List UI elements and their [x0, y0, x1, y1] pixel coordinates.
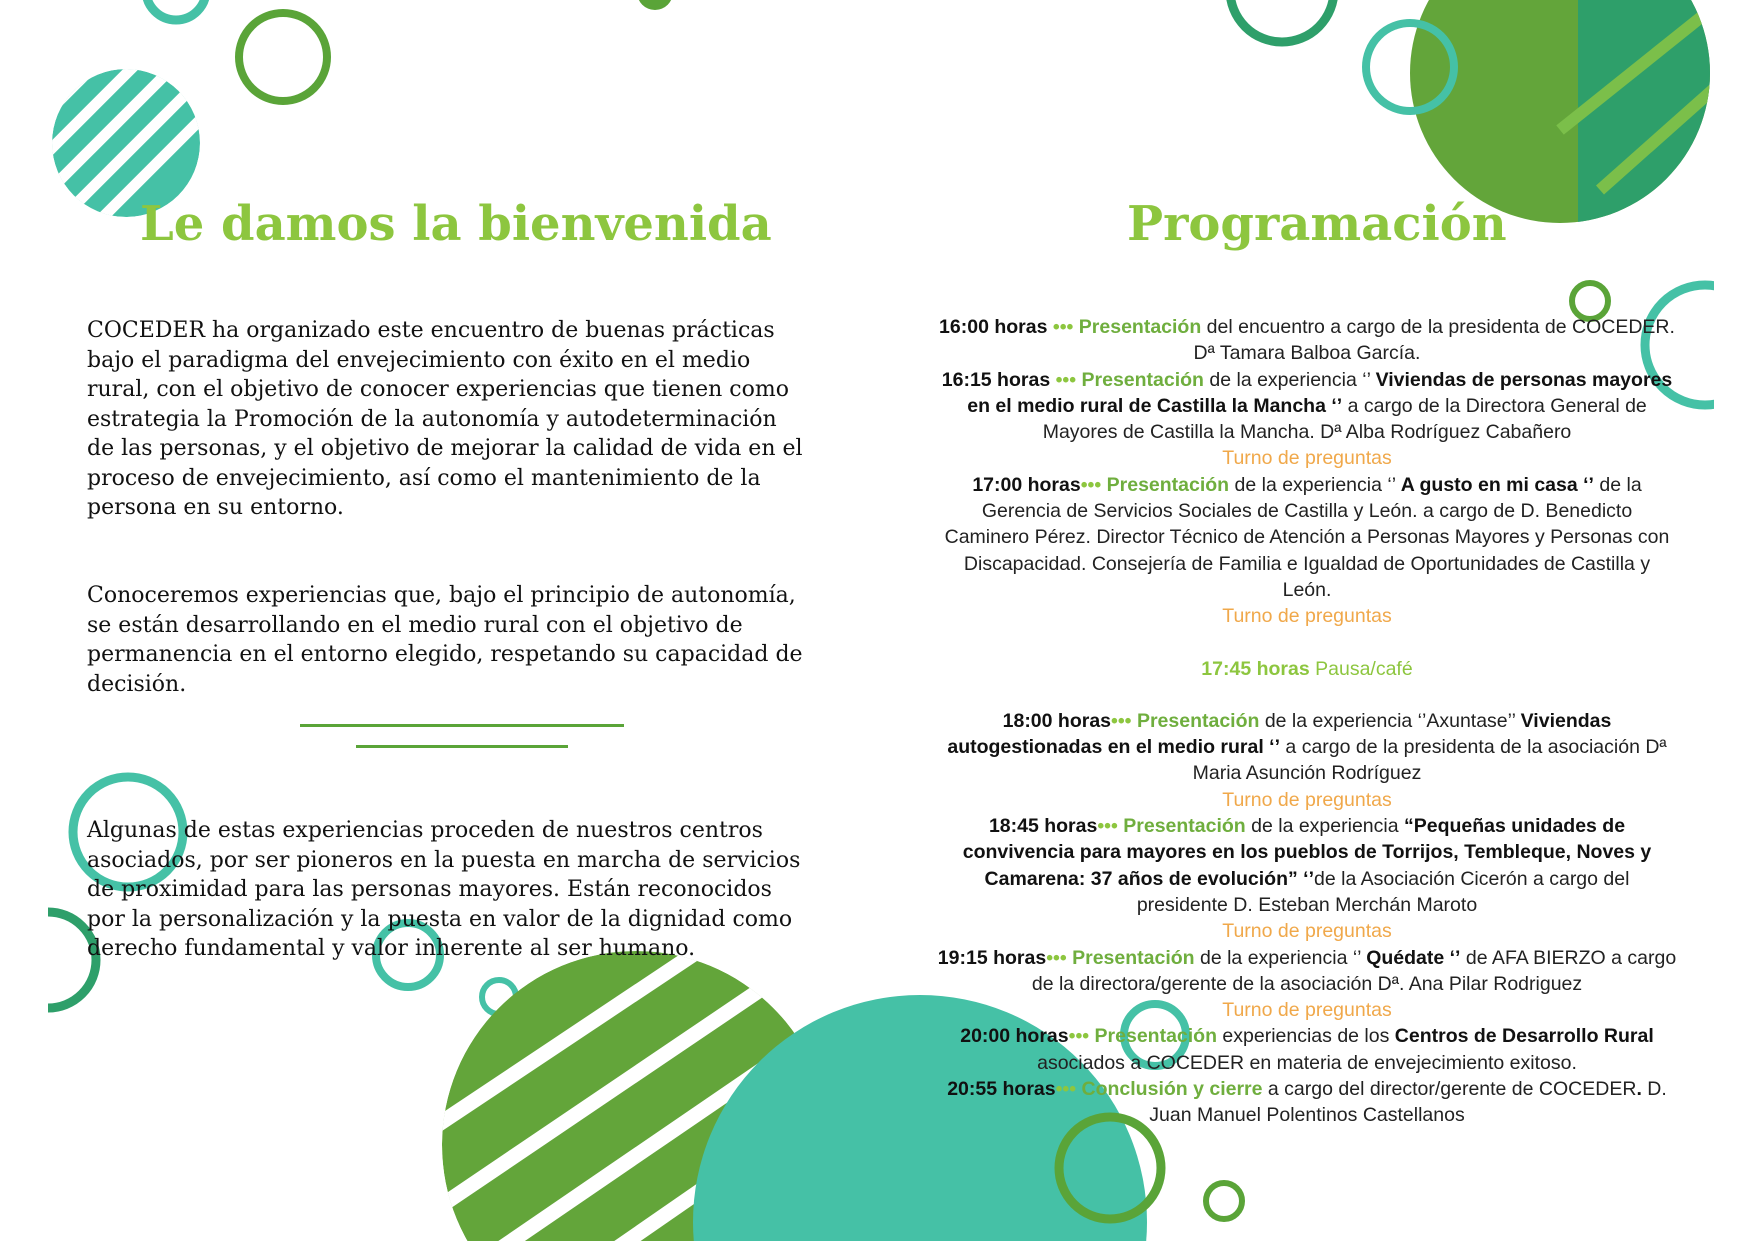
question-turn: Turno de preguntas — [1222, 447, 1392, 470]
striped-circle-top-left — [0, 0, 280, 220]
question-turn: Turno de preguntas — [1222, 920, 1392, 943]
ring-bottom-small-green — [1206, 1183, 1242, 1219]
schedule-item: 17:00 horas••• Presentación de la experiencia ‘’ A gusto en mi casa ‘’ de la Gerencia de Servicios Sociales de Castilla y León. a cargo de D. Benedicto Caminero Pérez. Director Técnico de Atención a Personas Mayores y Personas con Discapacidad. Consejería de Familia e Igualdad de Oportunidades de Castilla y León. — [944, 473, 1670, 601]
divider-line-short — [356, 745, 568, 748]
program-schedule — [937, 314, 1677, 1129]
question-turn: Turno de preguntas — [1222, 788, 1392, 811]
ring-top-right-green — [1230, 0, 1334, 42]
welcome-paragraph-3: Algunas de estas experiencias proceden de nuestros centros asociados, por ser pioneros en la puesta en marcha de servicios de proximidad para las personas mayores. Están reconocidos por la personalización y la puesta en valor de la dignidad como derecho fundamental y valor inherente al ser humano. — [87, 818, 801, 961]
divider-line-long — [300, 724, 624, 727]
welcome-paragraph-2: Conoceremos experiencias que, bajo el principio de autonomía, se están desarrollando en el medio rural con el objetivo de permanencia en el entorno elegido, respetando su capacidad de decisión. — [87, 583, 803, 697]
schedule-item: 18:45 horas••• Presentación de la experiencia “Pequeñas unidades de convivencia para mayores en los pueblos de Torrijos, Tembleque, Noves y Camarena: 37 años de evolución” ‘’de la Asociación Cicerón a cargo del presidente D. Esteban Merchán Maroto — [962, 815, 1652, 916]
welcome-title: Le damos la bienvenida — [140, 196, 772, 252]
ring-top-green — [239, 13, 327, 101]
dot-top-green — [637, 0, 673, 10]
schedule-item: 18:00 horas••• Presentación de la experiencia ‘’Axuntase’’ Viviendas autogestionadas en el medio rural ‘’ a cargo de la presidenta de la asociación Dª Maria Asunción Rodríguez — [947, 709, 1667, 785]
pause-item: 17:45 horas Pausa/café — [1201, 657, 1413, 680]
schedule-item: 20:55 horas••• Conclusión y cierre a cargo del director/gerente de COCEDER. D. Juan Manuel Polentinos Castellanos — [947, 1078, 1667, 1127]
schedule-item: 19:15 horas••• Presentación de la experiencia ‘’ Quédate ‘’ de AFA BIERZO a cargo de la directora/gerente de la asociación Dª. Ana Pilar Rodriguez — [937, 946, 1677, 995]
question-turn: Turno de preguntas — [1222, 999, 1392, 1022]
schedule-item: 16:00 horas ••• Presentación del encuentro a cargo de la presidenta de COCEDER. Dª Tamara Balboa García. — [939, 316, 1675, 365]
welcome-paragraph-1: COCEDER ha organizado este encuentro de buenas prácticas bajo el paradigma del envejecimiento con éxito en el medio rural, con el objetivo de conocer experiencias que tienen como estrategia la Promoción de la autonomía y autodeterminación de las personas, y el objetivo de mejorar la calidad de vida en el proceso de envejecimiento, así como el mantenimiento de la persona en su entorno. — [87, 318, 803, 520]
question-turn: Turno de preguntas — [1222, 605, 1392, 628]
program-title: Programación — [1127, 196, 1507, 252]
ring-top-teal — [146, 0, 206, 20]
schedule-item: 16:15 horas ••• Presentación de la experiencia ‘’ Viviendas de personas mayores en el medio rural de Castilla la Mancha ‘’ a cargo de la Directora General de Mayores de Castilla la Mancha. Dª Alba Rodríguez Cabañero — [941, 368, 1673, 444]
schedule-item: 20:00 horas••• Presentación experiencias de los Centros de Desarrollo Rural asociados a COCEDER en materia de envejecimiento exitoso. — [960, 1025, 1654, 1074]
